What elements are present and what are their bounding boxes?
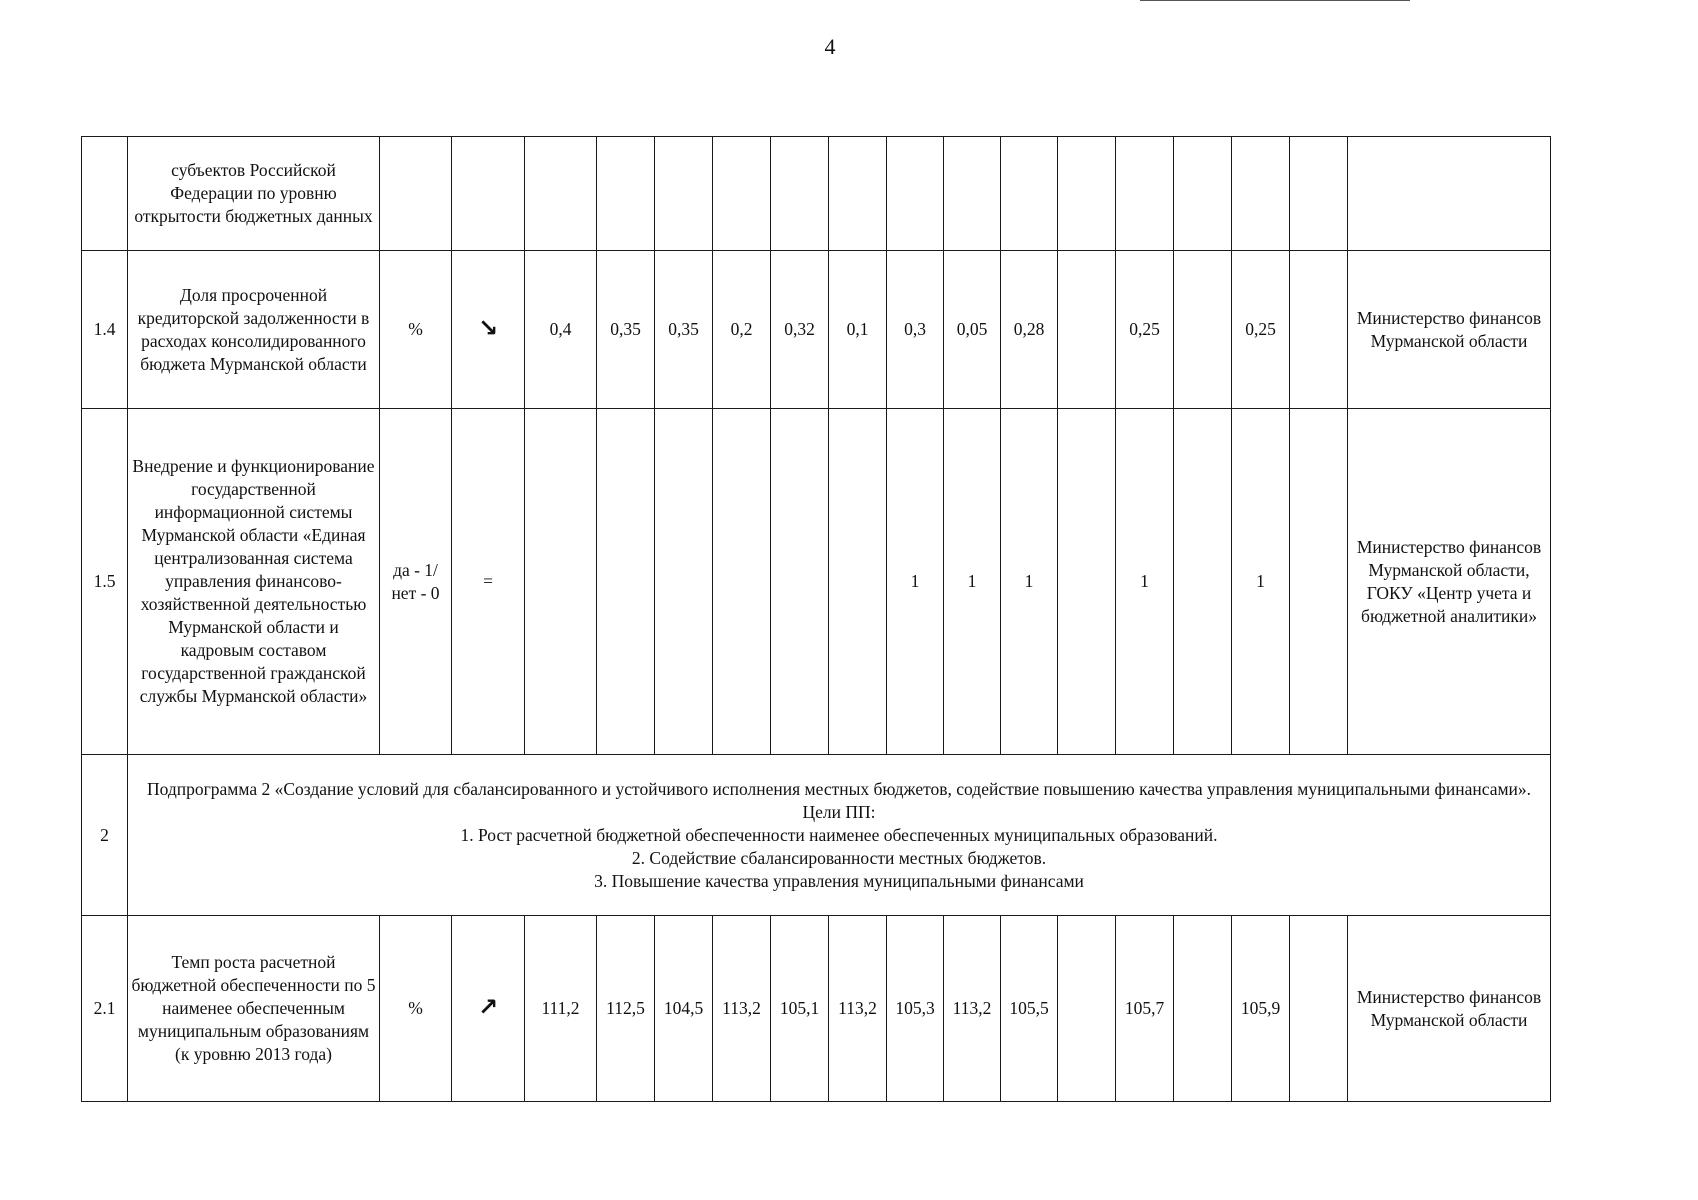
value-cell: 0,35 xyxy=(655,251,713,409)
value-cell: 105,7 xyxy=(1116,916,1174,1102)
value-cell: 105,9 xyxy=(1232,916,1290,1102)
goal-item: 3. Повышение качества управления муниципальными финансами xyxy=(594,870,1084,891)
unit-cell: % xyxy=(380,251,452,409)
value-cell: 111,2 xyxy=(525,916,597,1102)
value-cell xyxy=(1174,409,1232,755)
trend-cell xyxy=(452,916,525,1102)
arrow-up-right-icon: ↗ xyxy=(477,993,499,1021)
row-number-cell: 1.4 xyxy=(82,251,128,409)
subprogram-title: Подпрограмма 2 «Создание условий для сбалансированного и устойчивого исполнения местных бюджетов, содействие повышению качества управления муниципальными финансами». xyxy=(146,778,1532,799)
row-number-cell: 2.1 xyxy=(82,916,128,1102)
value-cell xyxy=(771,409,829,755)
value-cell: 1 xyxy=(944,409,1001,755)
table-row xyxy=(82,251,1551,409)
value-cell: 1 xyxy=(1116,409,1174,755)
table-row xyxy=(82,409,1551,755)
value-cell xyxy=(829,409,887,755)
value-cell xyxy=(525,409,597,755)
subprogram-cell xyxy=(128,755,1551,916)
value-cell xyxy=(713,409,771,755)
value-cell xyxy=(1058,251,1116,409)
responsible-cell: Министерство финансов Мурманской области, ГОКУ «Центр учета и бюджетной аналитики» xyxy=(1348,409,1551,755)
table-row xyxy=(82,137,1551,251)
value-cell: 1 xyxy=(1001,409,1058,755)
value-cell xyxy=(1058,409,1116,755)
value-cell: 0,25 xyxy=(1232,251,1290,409)
value-cell xyxy=(1174,916,1232,1102)
value-cell xyxy=(1058,916,1116,1102)
value-cell xyxy=(655,409,713,755)
goal-item: 1. Рост расчетной бюджетной обеспеченности наименее обеспеченных муниципальных образований. xyxy=(460,824,1218,845)
value-cell: 1 xyxy=(887,409,944,755)
arrow-down-right-icon: ↘ xyxy=(477,314,499,342)
value-cell: 0,3 xyxy=(887,251,944,409)
value-cell: 104,5 xyxy=(655,916,713,1102)
value-cell: 0,28 xyxy=(1001,251,1058,409)
trend-cell xyxy=(452,409,525,755)
responsible-cell: Министерство финансов Мурманской области xyxy=(1348,251,1551,409)
page-number: 4 xyxy=(824,34,836,59)
value-cell xyxy=(1290,916,1348,1102)
top-edge-line xyxy=(1140,0,1410,1)
value-cell: 0,25 xyxy=(1116,251,1174,409)
table-row xyxy=(82,916,1551,1102)
responsible-cell: Министерство финансов Мурманской области xyxy=(1348,916,1551,1102)
responsible-cell xyxy=(1348,137,1551,251)
indicator-name-cell: субъектов Российской Федерации по уровню открытости бюджетных данных xyxy=(128,137,380,251)
value-cell xyxy=(1290,251,1348,409)
value-cell: 0,1 xyxy=(829,251,887,409)
table-row xyxy=(82,755,1551,916)
value-cell: 113,2 xyxy=(944,916,1001,1102)
value-cell: 0,32 xyxy=(771,251,829,409)
indicators-table xyxy=(81,136,1551,1102)
value-cell: 0,05 xyxy=(944,251,1001,409)
indicator-name-cell: Темп роста расчетной бюджетной обеспеченности по 5 наименее обеспеченным муниципальным образованиям (к уровню 2013 года) xyxy=(128,916,380,1102)
value-cell: 105,5 xyxy=(1001,916,1058,1102)
value-cell xyxy=(1290,409,1348,755)
value-cell: 112,5 xyxy=(597,916,655,1102)
row-number-cell xyxy=(82,137,128,251)
row-number-cell: 2 xyxy=(82,755,128,916)
goal-item: 2. Содействие сбалансированности местных бюджетов. xyxy=(631,847,1047,868)
value-cell: 105,3 xyxy=(887,916,944,1102)
indicator-name-cell: Внедрение и функционирование государственной информационной системы Мурманской области «Единая централизованная система управления финансово-хозяйственной деятельностью Мурманской области и кадровым составом государственной гражданской службы Мурманской области» xyxy=(128,409,380,755)
value-cell: 0,35 xyxy=(597,251,655,409)
value-cell: 105,1 xyxy=(771,916,829,1102)
goals-label: Цели ПП: xyxy=(802,801,876,822)
value-cell xyxy=(597,409,655,755)
value-cell: 113,2 xyxy=(829,916,887,1102)
value-cell: 113,2 xyxy=(713,916,771,1102)
value-cell xyxy=(1174,251,1232,409)
value-cell: 0,4 xyxy=(525,251,597,409)
trend-cell xyxy=(452,251,525,409)
unit-cell: да - 1/нет - 0 xyxy=(380,409,452,755)
indicator-name-cell: Доля просроченной кредиторской задолженности в расходах консолидированного бюджета Мурманской области xyxy=(128,251,380,409)
row-number-cell: 1.5 xyxy=(82,409,128,755)
equals-icon: = xyxy=(483,571,493,591)
value-cell: 1 xyxy=(1232,409,1290,755)
value-cell: 0,2 xyxy=(713,251,771,409)
unit-cell: % xyxy=(380,916,452,1102)
